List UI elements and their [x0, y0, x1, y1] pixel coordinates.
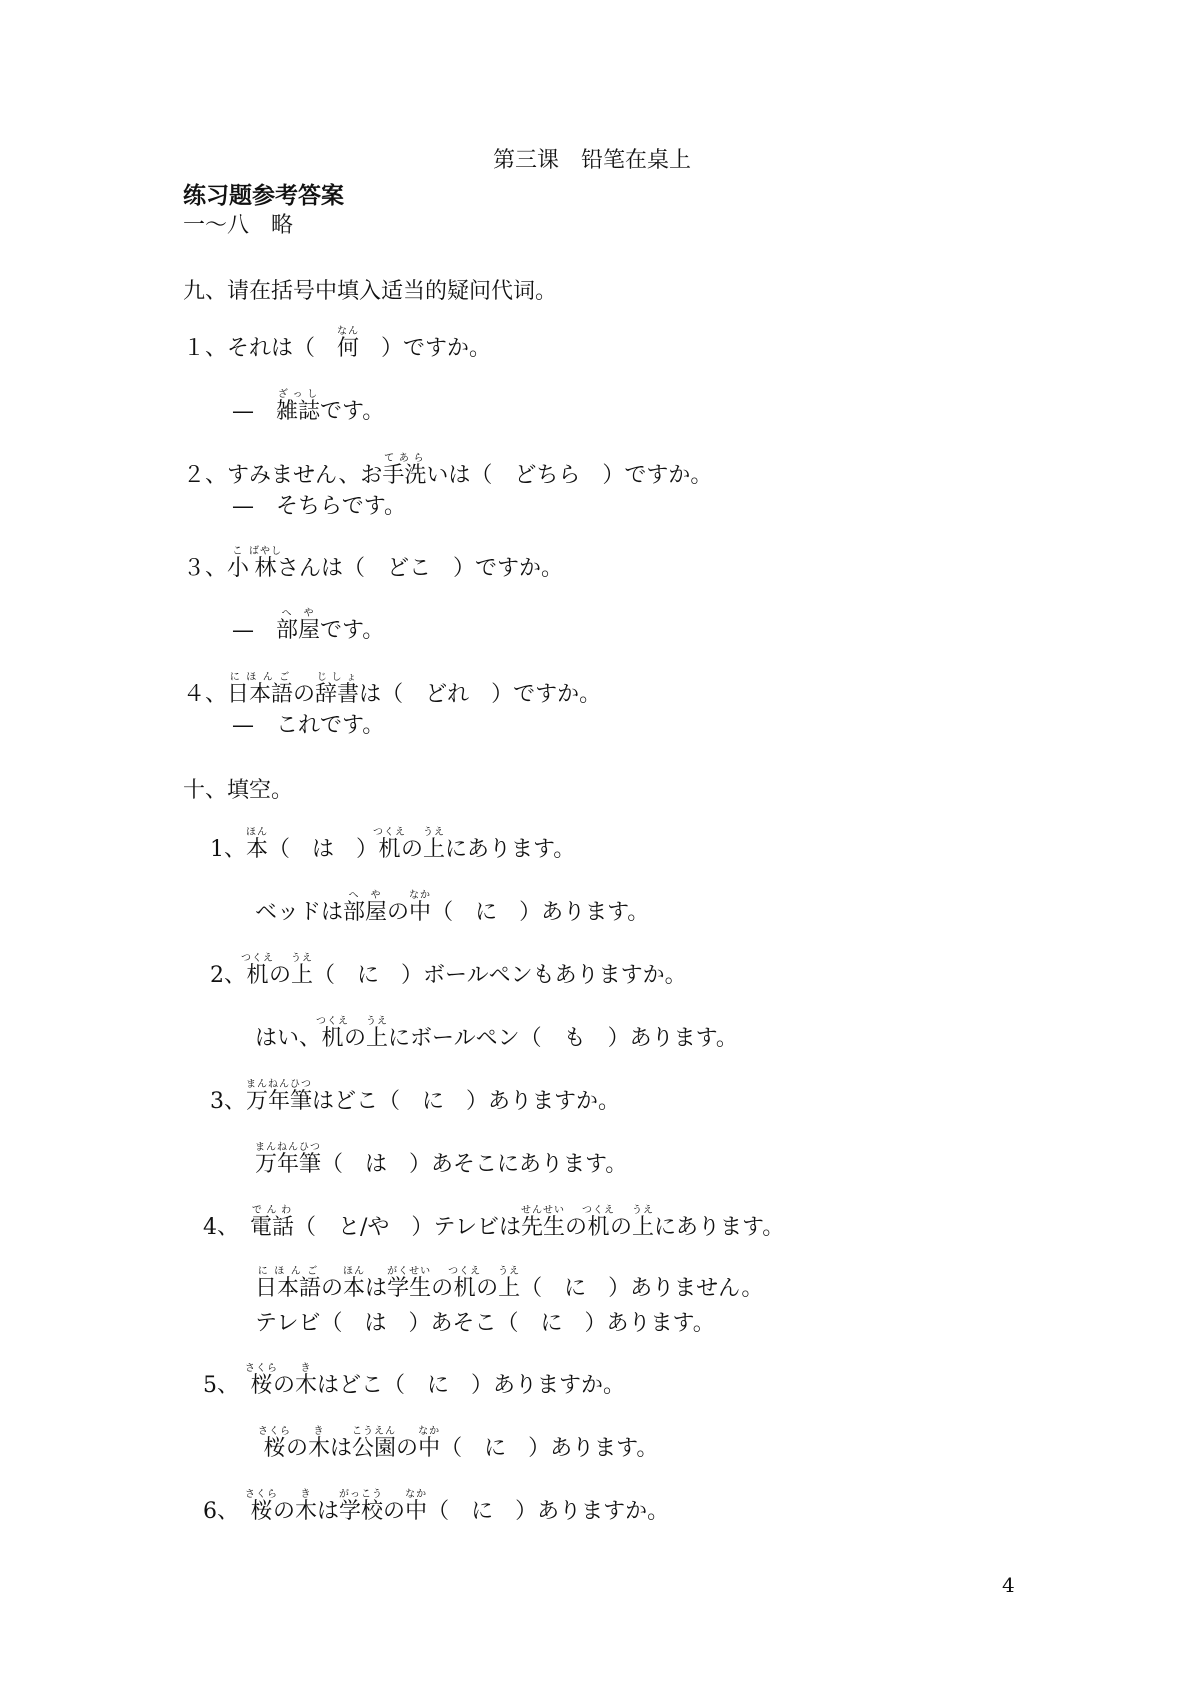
line-text: さんは（ どこ ）ですか。 — [277, 556, 564, 581]
s10-2b — [255, 1016, 738, 1052]
furigana-word: 学生がくせい — [387, 1266, 432, 1301]
furigana-word: 本ほん — [246, 827, 269, 862]
line-text: の — [383, 1499, 406, 1524]
line-text: の — [565, 1215, 588, 1240]
line-text: （ は ）あそこにあります。 — [321, 1152, 628, 1177]
furigana-word: 公園こうえん — [352, 1426, 397, 1461]
line-text: — これです。 — [232, 713, 385, 738]
line-text: です。 — [320, 618, 385, 643]
answer-heading: 练习题参考答案 — [183, 182, 344, 209]
line-text: はどこ（ に ）ありますか。 — [312, 1089, 621, 1114]
line-text: は — [330, 1436, 353, 1461]
furigana-word: 部屋へや — [276, 608, 321, 643]
line-text: （ に ）あります。 — [440, 1436, 659, 1461]
line-text: はい、 — [255, 1026, 322, 1051]
furigana-reading: うえ — [366, 1016, 389, 1027]
page-title: 第三课 铅笔在桌上 — [493, 148, 692, 173]
line-text: にボールペン（ も ）あります。 — [388, 1026, 738, 1051]
s9-a3 — [232, 608, 384, 644]
furigana-word: 上うえ — [423, 827, 446, 862]
furigana-reading: にほんご — [227, 672, 294, 683]
furigana-reading: き — [295, 1489, 317, 1500]
furigana-reading: てあら — [382, 453, 427, 464]
s10-3a — [210, 1079, 620, 1115]
line-text: — そちらです。 — [232, 494, 407, 519]
furigana-reading: さくら — [245, 1489, 278, 1500]
furigana-word: 先生せんせい — [521, 1205, 566, 1240]
line-text: はどこ（ に ）ありますか。 — [317, 1373, 626, 1398]
furigana-reading: でんわ — [250, 1205, 294, 1216]
furigana-reading: ばやし — [249, 546, 283, 557]
line-text: の — [431, 1276, 454, 1301]
furigana-reading: さくら — [245, 1363, 278, 1374]
line-text: の — [272, 1373, 295, 1398]
line-text: いは（ どちら ）ですか。 — [426, 463, 713, 488]
furigana-reading: まんねんひつ — [255, 1142, 322, 1153]
s10-1a — [210, 827, 575, 863]
line-text: 3、 — [210, 1089, 246, 1114]
furigana-word: 上うえ — [498, 1266, 521, 1301]
furigana-reading: つくえ — [582, 1205, 616, 1216]
furigana-word: 中なか — [418, 1426, 441, 1461]
line-text: の — [387, 900, 410, 925]
furigana-reading: にほんご — [255, 1266, 322, 1277]
line-text: の — [610, 1215, 633, 1240]
line-text: 1、 — [210, 837, 246, 862]
section-9-heading: 九、请在括号中填入适当的疑问代词。 — [183, 279, 558, 304]
furigana-word: 机つくえ — [373, 827, 407, 862]
furigana-reading: なか — [405, 1489, 428, 1500]
furigana-reading: き — [308, 1426, 330, 1437]
furigana-reading: き — [295, 1363, 317, 1374]
furigana-reading: うえ — [291, 953, 314, 964]
line-text: テレビ（ は ）あそこ（ に ）あります。 — [255, 1311, 715, 1336]
furigana-word: 部屋へや — [343, 890, 388, 925]
furigana-reading: こ — [227, 546, 250, 557]
line-text: 5、 — [203, 1373, 250, 1398]
furigana-word: 辞書じしょ — [315, 672, 360, 707]
furigana-word: 日本語にほんご — [227, 672, 294, 707]
furigana-word: 雑誌ざっし — [276, 389, 321, 424]
line-text: にあります。 — [445, 837, 576, 862]
s10-5b — [258, 1426, 658, 1462]
furigana-word: 日本語にほんご — [255, 1266, 322, 1301]
line-text: （ は ） — [268, 837, 379, 862]
furigana-reading: さくら — [258, 1426, 291, 1437]
line-text: ２、すみません、お — [183, 463, 383, 488]
line-text: ）ですか。 — [359, 336, 492, 361]
s10-4a — [203, 1205, 784, 1241]
furigana-word: 林ばやし — [249, 546, 283, 581]
furigana-word: 桜さくら — [258, 1426, 291, 1461]
s9-q3 — [183, 546, 563, 582]
line-text: 2、 — [210, 963, 246, 988]
line-text: の — [285, 1436, 308, 1461]
s10-5a — [203, 1363, 625, 1399]
furigana-word: 机つくえ — [316, 1016, 350, 1051]
furigana-reading: なか — [409, 890, 432, 901]
furigana-word: 机つくえ — [448, 1266, 482, 1301]
furigana-reading: なん — [337, 326, 360, 337]
page-number: 4 — [1002, 1573, 1015, 1597]
line-text: にあります。 — [654, 1215, 785, 1240]
line-text: ４、 — [183, 682, 228, 707]
furigana-word: 机つくえ — [582, 1205, 616, 1240]
line-text: の — [396, 1436, 419, 1461]
furigana-word: 桜さくら — [245, 1363, 278, 1398]
furigana-word: 中なか — [409, 890, 432, 925]
furigana-word: 木き — [295, 1489, 318, 1524]
furigana-reading: つくえ — [373, 827, 407, 838]
s10-2a — [210, 953, 687, 989]
furigana-word: 上うえ — [366, 1016, 389, 1051]
s9-q4 — [183, 672, 601, 708]
furigana-word: 小こ — [227, 546, 250, 581]
line-text: （ に ）ありません。 — [520, 1276, 764, 1301]
s10-1b — [255, 890, 649, 926]
furigana-word: 机つくえ — [241, 953, 274, 988]
line-text: の — [344, 1026, 367, 1051]
s10-6a — [203, 1489, 669, 1525]
line-text: — — [232, 399, 277, 424]
furigana-word: 上うえ — [632, 1205, 655, 1240]
line-text: は — [365, 1276, 388, 1301]
line-text: は — [317, 1499, 340, 1524]
s9-a2 — [232, 494, 406, 520]
line-text: ベッドは — [255, 900, 344, 925]
furigana-word: 本ほん — [343, 1266, 366, 1301]
furigana-reading: うえ — [498, 1266, 521, 1277]
furigana-reading: こうえん — [352, 1426, 397, 1437]
line-text: の — [272, 1499, 295, 1524]
line-text: の — [293, 682, 316, 707]
s9-q1 — [183, 326, 491, 362]
line-text: 6、 — [203, 1499, 250, 1524]
line-text: — — [232, 618, 277, 643]
s9-a1 — [232, 389, 384, 425]
furigana-word: 桜さくら — [245, 1489, 278, 1524]
line-text: の — [476, 1276, 499, 1301]
furigana-reading: ほん — [343, 1266, 366, 1277]
furigana-reading: じしょ — [315, 672, 360, 683]
furigana-word: 何なん — [337, 326, 360, 361]
s9-a4 — [232, 713, 384, 739]
line-text: ３、 — [183, 556, 228, 581]
furigana-word: 万年筆まんねんひつ — [255, 1142, 322, 1177]
line-text: （ に ）あります。 — [431, 900, 650, 925]
line-text: の — [401, 837, 424, 862]
furigana-reading: なか — [418, 1426, 441, 1437]
line-text: です。 — [320, 399, 385, 424]
line-text: 4、 — [203, 1215, 250, 1240]
furigana-reading: がっこう — [339, 1489, 384, 1500]
furigana-reading: つくえ — [241, 953, 274, 964]
s10-4c — [255, 1311, 715, 1337]
line-text: は（ どれ ）ですか。 — [359, 682, 602, 707]
furigana-reading: つくえ — [448, 1266, 482, 1277]
s10-3b — [255, 1142, 627, 1178]
furigana-word: 万年筆まんねんひつ — [246, 1079, 313, 1114]
furigana-word: 手洗てあら — [382, 453, 427, 488]
furigana-word: 木き — [295, 1363, 318, 1398]
furigana-reading: せんせい — [521, 1205, 566, 1216]
line-text: の — [321, 1276, 344, 1301]
line-text: １、それは（ — [183, 336, 338, 361]
furigana-reading: うえ — [423, 827, 446, 838]
furigana-reading: つくえ — [316, 1016, 350, 1027]
line-text: の — [268, 963, 291, 988]
section-10-heading: 十、填空。 — [183, 778, 294, 803]
furigana-reading: へや — [343, 890, 388, 901]
furigana-reading: がくせい — [387, 1266, 432, 1277]
line-text: （ に ）ありますか。 — [427, 1499, 670, 1524]
furigana-reading: ざっし — [276, 389, 321, 400]
s9-q2 — [183, 453, 712, 489]
furigana-word: 電話でんわ — [250, 1205, 295, 1240]
omitted-note: 一～八 略 — [183, 213, 294, 238]
furigana-word: 学校がっこう — [339, 1489, 384, 1524]
s10-4b — [255, 1266, 763, 1302]
furigana-word: 木き — [308, 1426, 331, 1461]
furigana-reading: うえ — [632, 1205, 655, 1216]
furigana-reading: へや — [276, 608, 321, 619]
furigana-reading: まんねんひつ — [246, 1079, 313, 1090]
line-text: （ に ）ボールペンもありますか。 — [313, 963, 687, 988]
line-text: （ と/や ）テレビは — [294, 1215, 521, 1240]
furigana-reading: ほん — [246, 827, 269, 838]
furigana-word: 中なか — [405, 1489, 428, 1524]
furigana-word: 上うえ — [291, 953, 314, 988]
